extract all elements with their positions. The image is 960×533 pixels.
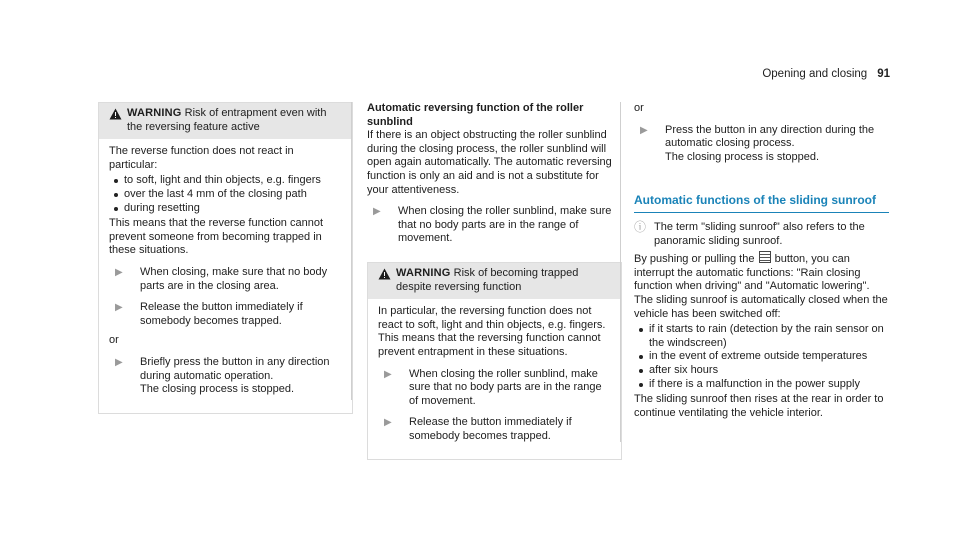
info-note-icon: ⓘ bbox=[634, 219, 647, 234]
paragraph bbox=[634, 251, 889, 294]
step-text: When closing, make sure that no body parts are in the closing area. bbox=[140, 265, 328, 292]
step-arrow-icon: ▶ bbox=[115, 302, 123, 314]
paragraph-text: button, you can interrupt the automatic functions: "Rain closing function when driving" and "Automatic lowering". bbox=[634, 253, 870, 293]
instruction-step bbox=[378, 368, 611, 409]
instruction-step bbox=[378, 416, 611, 443]
list-item: in the event of extreme outside temperatures bbox=[634, 350, 889, 364]
bullet-list bbox=[109, 174, 342, 215]
or-text: or bbox=[109, 334, 119, 347]
paragraph: The sliding sunroof then rises at the rear in order to continue ventilating the vehicle interior. bbox=[634, 393, 884, 419]
warning-body bbox=[99, 139, 352, 413]
step-text-line: Press the button in any direction during the automatic closing process. bbox=[665, 123, 875, 150]
paragraph: In particular, the reversing function does not react to soft, light and thin objects, e.g. fingers. bbox=[378, 305, 606, 331]
section-title: Automatic functions of the sliding sunroof bbox=[634, 194, 889, 213]
column-3 bbox=[634, 102, 889, 420]
instruction-step bbox=[109, 301, 342, 328]
warning-body bbox=[368, 299, 621, 459]
intro-text: The reverse function does not react in particular: bbox=[109, 145, 294, 171]
column-1 bbox=[98, 102, 353, 414]
step-text: Release the button immediately if somebody becomes trapped. bbox=[140, 301, 303, 327]
list-item: if there is a malfunction in the power supply bbox=[634, 378, 889, 392]
paragraph: This means that the reversing function cannot prevent entrapment in these situations. bbox=[378, 332, 601, 358]
warning-header bbox=[368, 263, 621, 299]
warning-text bbox=[127, 107, 342, 134]
instruction-step bbox=[367, 205, 622, 246]
step-arrow-icon: ▶ bbox=[115, 356, 123, 368]
step-result: The closing process is stopped. bbox=[665, 150, 820, 163]
warning-triangle-icon bbox=[109, 107, 127, 134]
sunroof-button-icon bbox=[759, 251, 771, 263]
paragraph: If there is an object obstructing the roller sunblind during the closing process, the roller sunblind will open again automatically. The automatic reversing function is only an aid and is not a substitute for your attentiveness. bbox=[367, 129, 612, 196]
page-header bbox=[762, 68, 890, 82]
instruction-step bbox=[109, 266, 342, 293]
header-title: Opening and closing bbox=[762, 68, 868, 80]
step-arrow-icon: ▶ bbox=[384, 417, 392, 429]
step-text bbox=[665, 124, 889, 165]
warning-box-trapped bbox=[367, 262, 622, 461]
warning-text bbox=[396, 267, 611, 294]
step-text: When closing the roller sunblind, make sure that no body parts are in the range of movement. bbox=[398, 205, 612, 245]
column-2 bbox=[367, 102, 622, 460]
bullet-list bbox=[634, 323, 889, 391]
step-text bbox=[140, 356, 342, 397]
list-item: after six hours bbox=[634, 364, 889, 378]
warning-label: WARNING bbox=[396, 266, 451, 279]
step-arrow-icon: ▶ bbox=[384, 368, 392, 380]
paragraph-text: By pushing or pulling the bbox=[634, 253, 755, 266]
column-divider bbox=[351, 102, 352, 400]
warning-header bbox=[99, 103, 352, 139]
step-result: The closing process is stopped. bbox=[140, 383, 295, 396]
list-item: during resetting bbox=[109, 202, 342, 216]
step-arrow-icon: ▶ bbox=[373, 206, 381, 218]
paragraph: The sliding sunroof is automatically closed when the vehicle has been switched off: bbox=[634, 293, 888, 320]
paragraph: This means that the reverse function cannot prevent someone from becoming trapped in these situations. bbox=[109, 217, 324, 257]
page-number: 91 bbox=[877, 68, 890, 80]
list-item: if it starts to rain (detection by the rain sensor on the windscreen) bbox=[634, 323, 889, 350]
list-item: to soft, light and thin objects, e.g. fingers bbox=[109, 174, 342, 188]
warning-triangle-icon bbox=[378, 267, 396, 294]
instruction-step bbox=[109, 356, 342, 397]
step-text-line: Briefly press the button in any direction during automatic operation. bbox=[140, 355, 330, 382]
step-text: When closing the roller sunblind, make sure that no body parts are in the range of movement. bbox=[409, 367, 602, 407]
column-divider bbox=[620, 102, 621, 442]
step-arrow-icon: ▶ bbox=[640, 124, 648, 136]
step-text: Release the button immediately if somebody becomes trapped. bbox=[409, 416, 572, 442]
warning-message: Risk of becoming trapped despite reversing function bbox=[396, 266, 579, 293]
section-heading: Automatic reversing function of the roller sunblind bbox=[367, 102, 584, 128]
note bbox=[634, 221, 889, 248]
warning-label: WARNING bbox=[127, 107, 182, 119]
or-text: or bbox=[634, 102, 644, 114]
warning-box-entrapment bbox=[98, 102, 353, 414]
warning-message: Risk of entrapment even with the reversing feature active bbox=[127, 107, 327, 133]
instruction-step bbox=[634, 124, 889, 165]
note-text: The term "sliding sunroof" also refers to the panoramic sliding sunroof. bbox=[654, 220, 865, 247]
step-arrow-icon: ▶ bbox=[115, 266, 123, 278]
list-item: over the last 4 mm of the closing path bbox=[109, 188, 342, 202]
